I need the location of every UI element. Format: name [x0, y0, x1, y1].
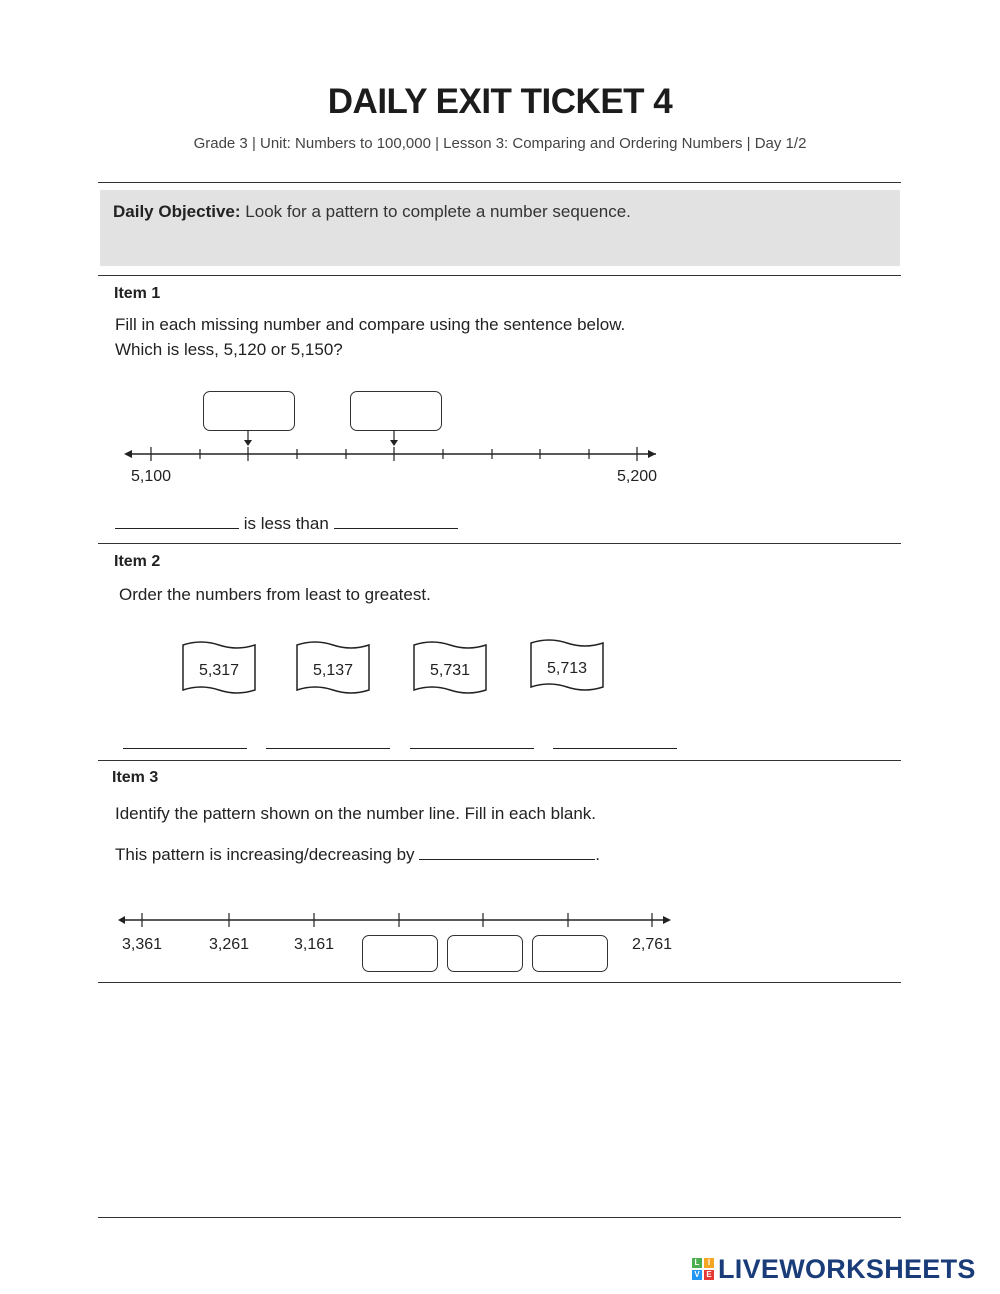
- header-divider: [98, 182, 901, 183]
- item3-tick-label: 3,161: [293, 936, 335, 953]
- page-title: DAILY EXIT TICKET 4: [327, 82, 673, 121]
- item1-instruction: Fill in each missing number and compare using the sentence below.: [115, 315, 626, 334]
- item3-left-arrow: [118, 916, 125, 924]
- logo-mark-icon: [692, 1258, 714, 1280]
- number-card: [183, 642, 255, 693]
- item1-end-label: 5,200: [617, 468, 658, 485]
- liveworksheets-logo[interactable]: [692, 1253, 976, 1285]
- item3-pattern-blank[interactable]: [419, 842, 595, 860]
- item1-question: Which is less, 5,120 or 5,150?: [115, 340, 343, 359]
- item3-tick-label: 2,761: [631, 936, 673, 953]
- objective-text: Look for a pattern to complete a number sequence.: [245, 202, 631, 221]
- item2-blank-1[interactable]: [123, 731, 247, 749]
- item3-tick-label: 3,261: [208, 936, 250, 953]
- item3-answer-box-2[interactable]: [447, 935, 523, 972]
- item1-left-arrow: [124, 450, 132, 458]
- number-card: [531, 640, 603, 690]
- logo-block: V: [692, 1270, 702, 1280]
- number-card: [414, 642, 486, 693]
- logo-text: LIVEWORKSHEETS: [718, 1253, 976, 1284]
- item3-answer-box-1[interactable]: [362, 935, 438, 972]
- item2-blank-3[interactable]: [410, 731, 534, 749]
- item2-divider: [98, 760, 901, 761]
- page-subtitle: Grade 3 | Unit: Numbers to 100,000 | Lesson 3: Comparing and Ordering Numbers | Day 1/2: [193, 135, 807, 152]
- number-card-value: 5,137: [312, 662, 354, 679]
- objective-label: Daily Objective:: [113, 202, 241, 221]
- item1-pointer-2: [390, 430, 398, 446]
- item2-number-cards: [175, 635, 615, 700]
- footer-divider: [98, 1217, 901, 1218]
- item3-label: Item 3: [112, 769, 159, 786]
- item3-divider: [98, 982, 901, 983]
- item1-start-label: 5,100: [131, 468, 172, 485]
- item2-blank-4[interactable]: [553, 731, 677, 749]
- objective: [113, 202, 631, 222]
- item3-right-arrow: [663, 916, 671, 924]
- logo-block: L: [692, 1258, 702, 1268]
- item1-blank-1[interactable]: [115, 511, 239, 529]
- item3-pattern-text: This pattern is increasing/decreasing by: [115, 845, 415, 864]
- objective-divider: [98, 275, 901, 276]
- number-card-value: 5,731: [429, 662, 471, 679]
- item1-number-line: [120, 425, 680, 490]
- item1-comparison-text: is less than: [243, 514, 329, 533]
- item1-label: Item 1: [114, 285, 161, 302]
- item2-blank-2[interactable]: [266, 731, 390, 749]
- number-card-value: 5,317: [198, 662, 240, 679]
- item1-comparison-sentence: [115, 511, 458, 534]
- number-card-value: 5,713: [546, 660, 588, 677]
- item3-pattern-sentence: [115, 842, 600, 865]
- logo-block: E: [704, 1270, 714, 1280]
- item3-answer-box-3[interactable]: [532, 935, 608, 972]
- logo-block: I: [704, 1258, 714, 1268]
- item3-tick-label: 3,361: [121, 936, 163, 953]
- item1-pointer-1: [244, 430, 252, 446]
- item2-instruction: Order the numbers from least to greatest.: [119, 585, 431, 604]
- item3-pattern-end: .: [595, 845, 601, 864]
- item3-instruction: Identify the pattern shown on the number line. Fill in each blank.: [115, 804, 597, 823]
- item2-label: Item 2: [114, 553, 161, 570]
- item2-answer-blanks: [123, 731, 677, 754]
- number-card: [297, 642, 369, 693]
- item1-divider: [98, 543, 901, 544]
- item1-right-arrow: [648, 450, 656, 458]
- item1-blank-2[interactable]: [334, 511, 458, 529]
